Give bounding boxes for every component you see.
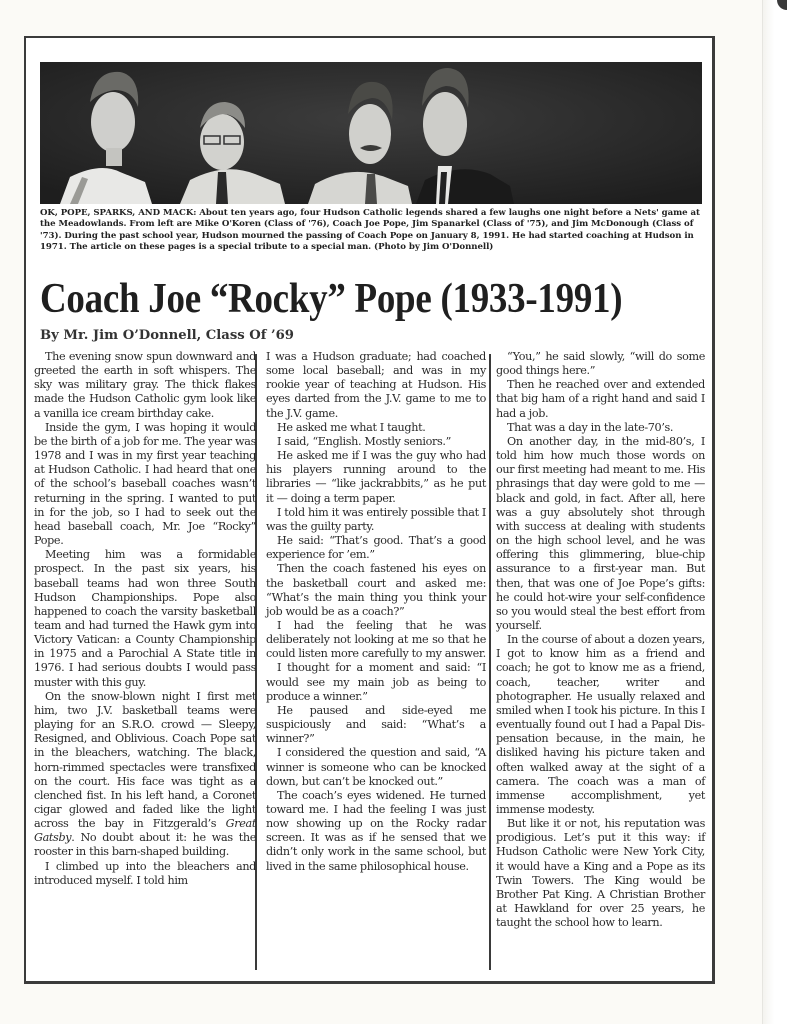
paragraph: Meeting him was a formidable prospect. In the past six years, his baseball teams had won three South Hudson Championships. Pope also happened to coach the varsity basketball team and had turned the Hawk gym into Victory Vatican: a County Championship in 1975 and a Parochial A State title in 1976. I had serious doubts I would pass muster with this guy. — [34, 548, 256, 689]
article-column-1 — [34, 350, 256, 888]
paragraph: Inside the gym, I was hoping it would be the birth of a job for me. The year was 1978 and I was in my first year teaching at Hudson Catholic. I had heard that one of the school’s baseball coaches wasn’t returning in the spring. I wanted to put in for the job, so I had to seek out the head baseball coach, Mr. Joe “Rocky” Pope. — [34, 420, 256, 548]
paragraph-text: On the snow-blown night I first met him, two J.V. basketball teams were playing for an S.R.O. crowd — Sleepy, Resigned, and Oblivious. Coach Pope sat in the bleachers, watching. The black, horn-rimmed spectacles were transfixed on the court. His face was tight as a clenched fist. In his left hand, a Coronet cigar glowed and faded like the light across the bay in Fitzgerald’s — [34, 689, 256, 831]
paragraph: He asked me if I was the guy who had his players running around to the libraries — “like jackrabbits,” as he put it — doing a term paper. — [266, 449, 486, 505]
paragraph: Then he reached over and extended that big ham of a right hand and said I had a job. — [496, 378, 705, 420]
paragraph: I considered the question and said, “A winner is someone who can be knocked down, but can’t be knocked out.” — [266, 746, 486, 788]
paragraph: He said: “That’s good. That’s a good experience for ’em.” — [266, 534, 486, 562]
paragraph: I had the feeling that he was deliberately not looking at me so that he could listen more carefully to my answer. — [266, 618, 486, 661]
article-column-3 — [496, 350, 705, 930]
paragraph: I told him it was entirely possible that I was the guilty party. — [266, 505, 486, 533]
paragraph: The evening snow spun downward and greeted the earth in soft whispers. The sky was military gray. The thick flakes made the Hudson Catholic gym look like a vanilla ice cream birthday cake. — [34, 350, 256, 420]
column-divider — [489, 354, 491, 970]
paragraph: In the course of about a dozen years, I got to know him as a friend and coach; he got to know me as a friend, coach, teacher, writer and photographer. He usually relaxed and smiled when I took his picture. In this I eventually found out I had a Papal Dispensation because, in the main, he disliked having his picture taken and often walked away at the sight of a camera. The coach was a man of immense accomplishment, yet immense modesty. — [496, 633, 705, 816]
photo-caption: OK, POPE, SPARKS, AND MACK: About ten years ago, four Hudson Catholic legends shared a few laughs one night before a Nets' game at the Meadowlands. From left are Mike O'Koren (Class of '76), Coach Joe Pope, Jim Spanarkel (Class of '75), and Jim McDonough (Class of '73). During the past school year, Hudson mourned the passing of Coach Pope on January 8, 1991. He had started coaching at Hudson in 1971. The article on these pages is a special tribute to a special man. (Photo by Jim O'Donnell) — [40, 208, 700, 253]
book-title: Great Gatsby — [34, 817, 256, 845]
paragraph: On another day, in the mid-80’s, I told him how much those words on our first meeting had meant to me. His phrasings that day were gold to me — black and gold, in fact. After all, here was a guy absolutely shot through with success at dealing with students on the high school level, and he was offering this glimmering, blue-chip assurance to a first-year man. But then, that was one of Joe Pope’s gifts: he could hot-wire your self-confidence so you would steal the best effort from yourself. — [496, 434, 705, 632]
paragraph: The coach’s eyes widened. He turned toward me. I had the feeling I was just now showing up on the Rocky radar screen. It was as if he sensed that we didn’t only work in the same school, but lived in the same philosophical house. — [266, 788, 486, 873]
article-title: Coach Joe “Rocky” Pope (1933-1991) — [40, 276, 623, 322]
page-edge — [762, 0, 791, 1024]
paragraph: I thought for a moment and said: “I would see my main job as being to produce a winner.” — [266, 661, 486, 703]
paragraph: “You,” he said slowly, “will do some good things here.” — [496, 350, 705, 378]
paragraph: I said, “English. Mostly seniors.” — [277, 434, 451, 448]
paragraph — [34, 690, 256, 860]
paragraph: He asked me what I taught. — [277, 420, 426, 434]
article-column-2 — [266, 350, 486, 874]
paragraph: Then the coach fastened his eyes on the basketball court and asked me: “What’s the main thing you think your job would be as a coach?” — [266, 562, 486, 618]
photo-four-men-icon — [40, 62, 702, 204]
paragraph: That was a day in the late-70’s. — [507, 420, 674, 434]
paragraph-text: . No doubt about it: he was the rooster in this barn-shaped building. — [34, 831, 256, 859]
team-photo — [40, 62, 702, 204]
paragraph: I climbed up into the bleachers and introduced myself. I told him — [34, 859, 256, 887]
article-frame — [24, 36, 715, 984]
paragraph: But like it or not, his reputation was prodigious. Let’s put it this way: if Hudson Catholic were New York City, it would have a King and a Pope as its Twin Towers. The King would be Brother Pat King. A Christian Brother at Hawkland for over 25 years, he taught the school how to learn. — [496, 817, 705, 930]
paragraph: He paused and side-eyed me suspiciously and said: “What’s a winner?” — [266, 703, 486, 746]
paragraph: I was a Hudson graduate; had coached some local baseball; and was in my rookie year of teaching at Hudson. His eyes darted from the J.V. game to me to the J.V. game. — [266, 350, 486, 420]
article-byline: By Mr. Jim O’Donnell, Class Of ’69 — [40, 328, 294, 343]
